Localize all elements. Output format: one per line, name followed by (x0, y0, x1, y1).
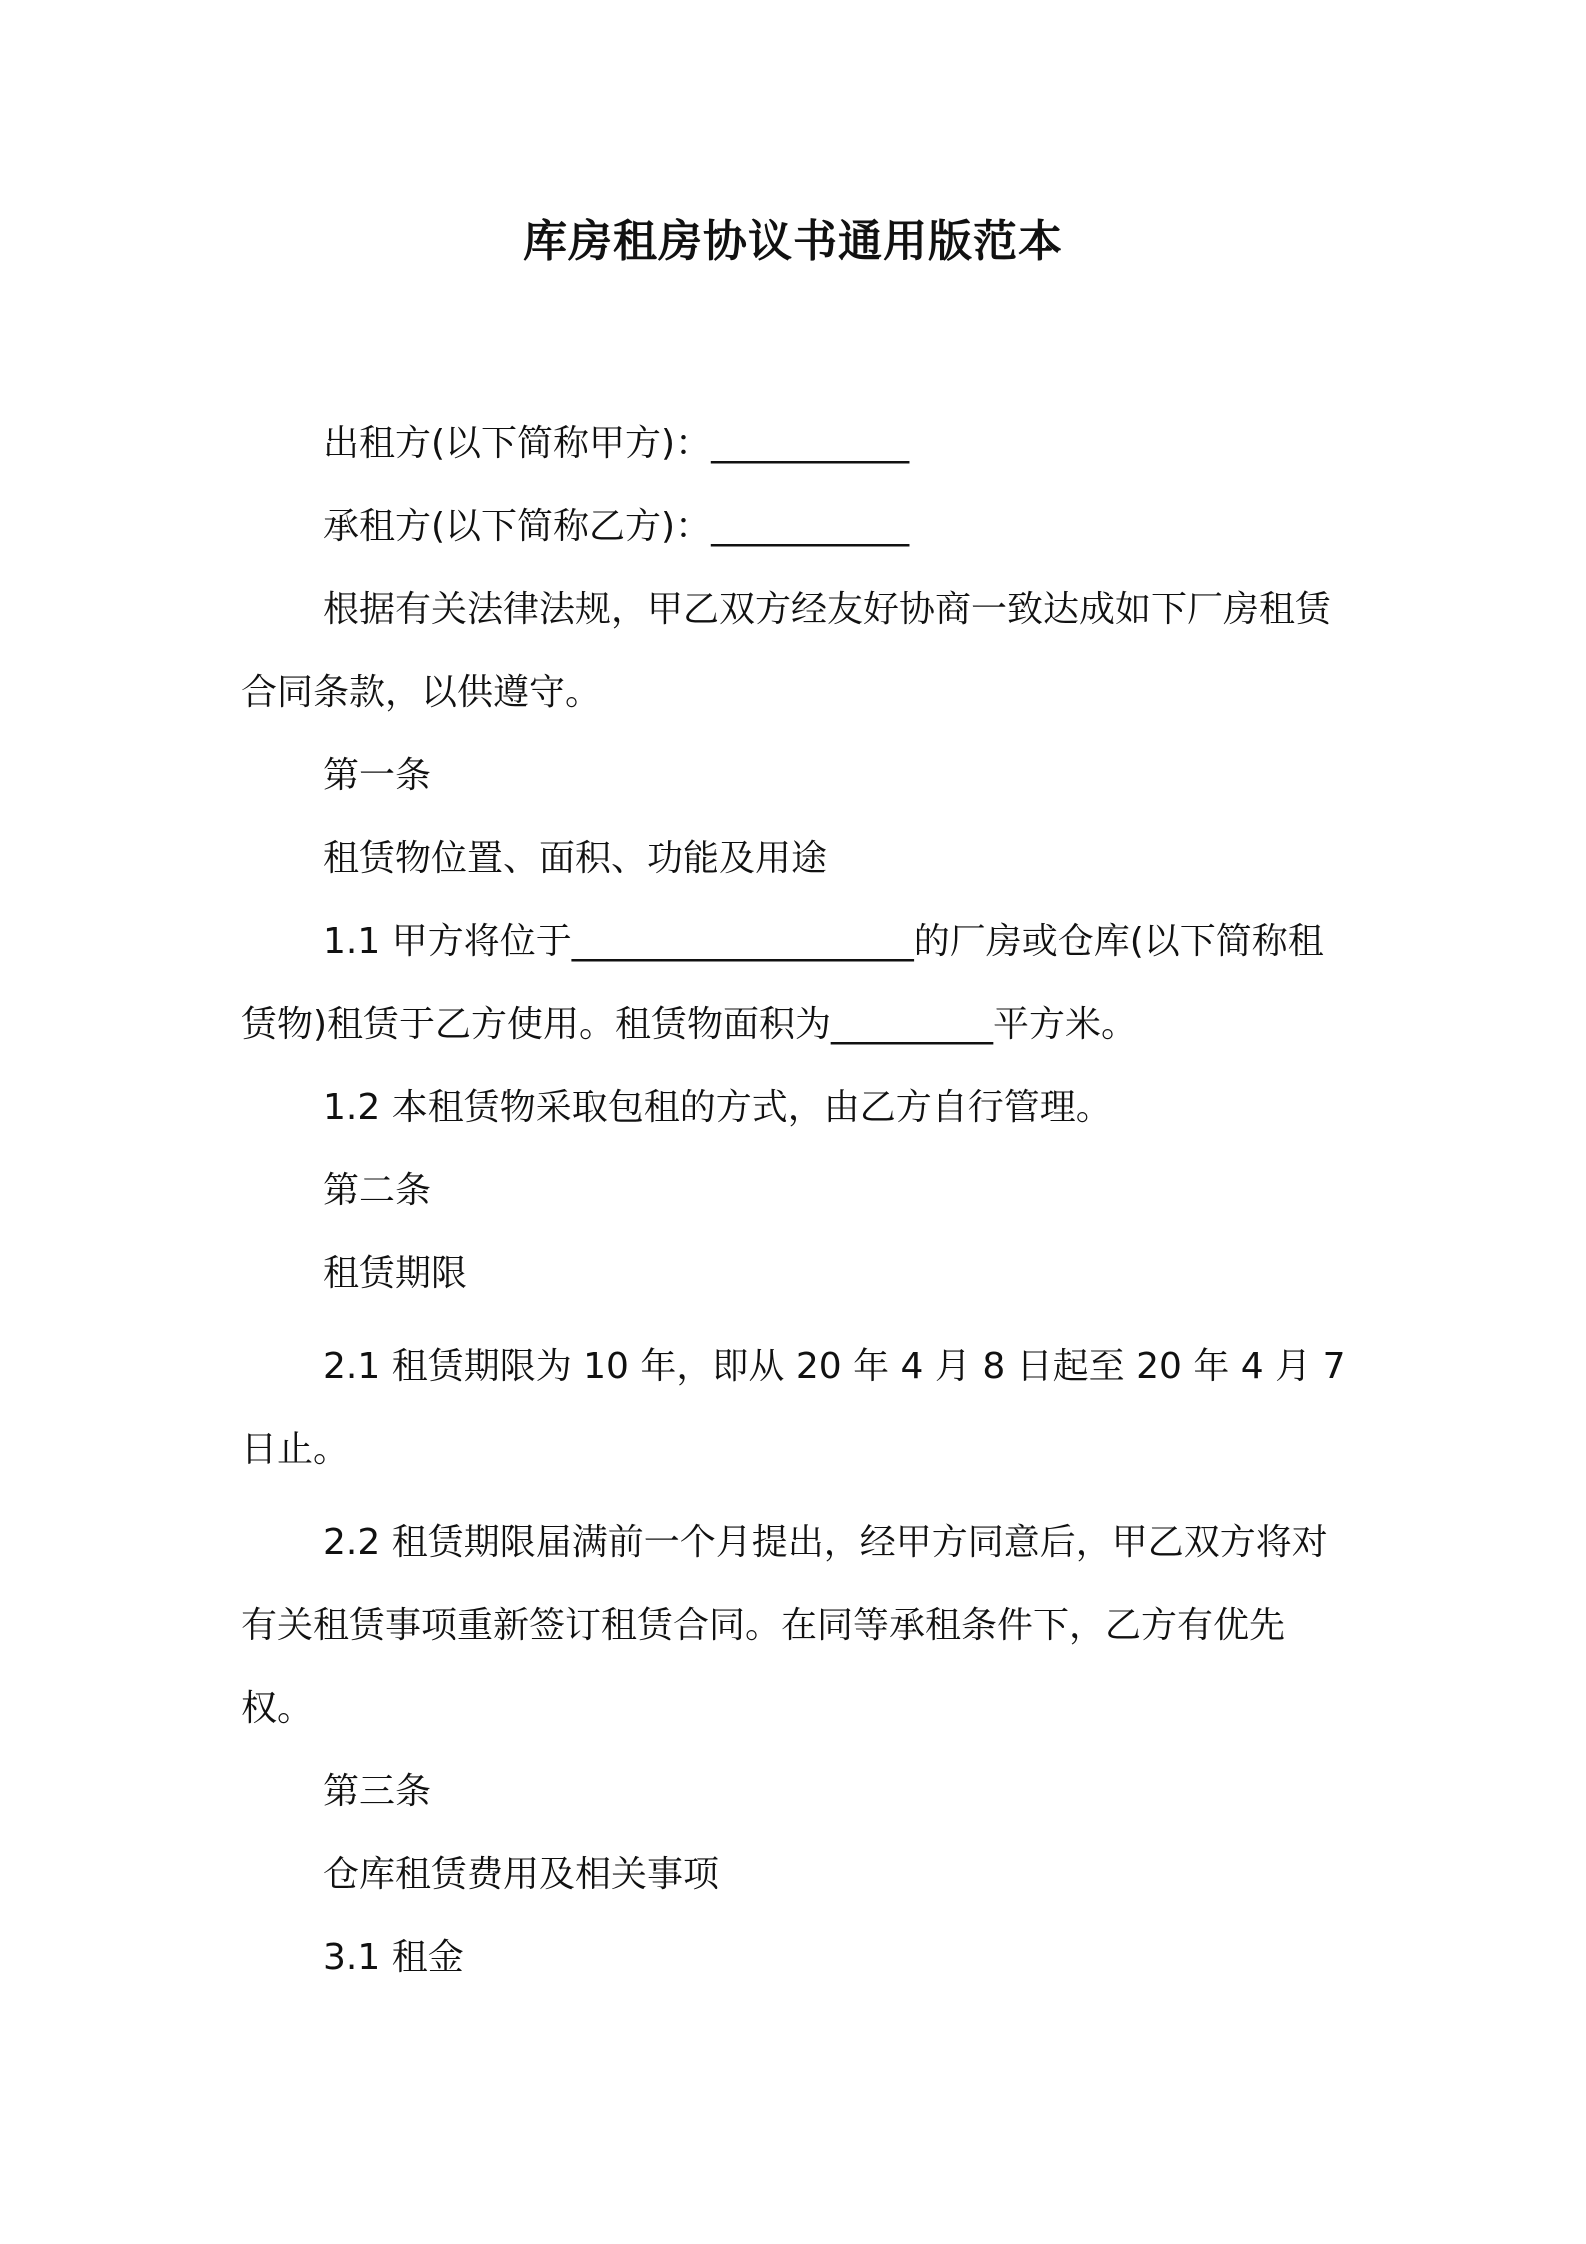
paragraph-lessor: 出租方(以下简称甲方)：___________ (323, 423, 910, 464)
paragraph-lessee: 承租方(以下简称乙方)：___________ (323, 506, 910, 547)
article-3-heading: 第三条 (323, 1771, 432, 1812)
clause-1-1: 1.1 甲方将位于___________________的厂房或仓库(以下简称租赁物)租赁于乙方使用。租赁物面积为_________平方米。 (241, 921, 1324, 1045)
clause-2-1: 2.1 租赁期限为 10 年，即从 20 年 4 月 8 日起至 20 年 4 月 7 日止。 (241, 1346, 1346, 1470)
clause-3-1: 3.1 租金 (323, 1937, 464, 1978)
document-title: 库房租房协议书通用版范本 (523, 216, 1063, 267)
paragraph-preamble: 根据有关法律法规，甲乙双方经友好协商一致达成如下厂房租赁合同条款，以供遵守。 (241, 589, 1332, 713)
clause-1-2: 1.2 本租赁物采取包租的方式，由乙方自行管理。 (323, 1087, 1112, 1128)
article-1-subtitle: 租赁物位置、面积、功能及用途 (323, 838, 828, 879)
article-1-heading: 第一条 (323, 755, 432, 796)
document-body (241, 402, 1356, 1999)
article-2-subtitle: 租赁期限 (323, 1253, 468, 1294)
clause-2-2: 2.2 租赁期限届满前一个月提出，经甲方同意后，甲乙双方将对有关租赁事项重新签订租赁合同。在同等承租条件下，乙方有优先权。 (241, 1522, 1328, 1729)
article-2-heading: 第二条 (323, 1170, 432, 1211)
article-3-subtitle: 仓库租赁费用及相关事项 (323, 1854, 720, 1895)
